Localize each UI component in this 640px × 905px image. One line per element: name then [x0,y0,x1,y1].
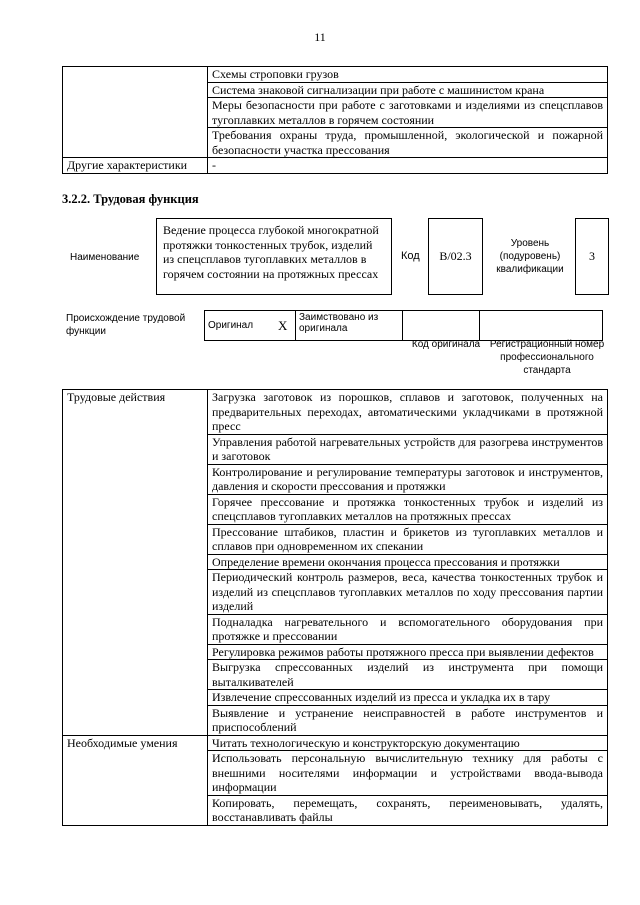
list-item: Горячее прессование и протяжка тонкостенных трубок и изделий из спецсплавов тугоплавких металлов на протяжных прессах [208,494,608,524]
function-name-box: Ведение процесса глубокой многократной протяжки тонкостенных трубок, изделий из спецсплавов тугоплавких металлов в горячем состоянии на протяжных прессах [156,218,392,295]
other-characteristics-label: Другие характеристики [63,158,208,174]
code-value-box: B/02.3 [428,218,483,295]
list-item: Загрузка заготовок из порошков, сплавов и заготовок, полученных на предварительных переходах, автоматическими укладчиками в протяжной пресс [208,390,608,435]
other-characteristics-value: - [208,158,608,174]
list-item: Выявление и устранение неисправностей в работе инструментов и приспособлений [208,705,608,735]
list-item: Контролирование и регулирование температуры заготовок и инструментов, давления и скорости прессования и протяжки [208,464,608,494]
list-item: Читать технологическую и конструкторскую документацию [208,735,608,751]
table-row [63,735,608,751]
origin-code-caption: Код оригинала [411,339,481,350]
top-table [62,66,608,174]
code-label: Код [401,250,420,262]
table-row [63,158,608,174]
list-item: Подналадка нагревательного и вспомогательного оборудования при протяжке и прессовании [208,614,608,644]
original-mark: X [275,311,296,341]
list-item: Использовать персональную вычислительную технику для работы с внешними носителями информации и устройствами ввода-вывода информации [208,751,608,796]
origin-code-cell [403,311,480,341]
main-table [62,389,608,826]
origin-label: Происхождение трудовой функции [66,313,186,337]
table-cell: Меры безопасности при работе с заготовками и изделиями из спецсплавов тугоплавких металлов в горячем состоянии [208,98,608,128]
table-row [205,311,603,341]
name-label: Наименование [70,252,140,263]
skills-label: Необходимые умения [63,735,208,825]
labor-actions-label: Трудовые действия [63,390,208,736]
list-item: Извлечение спрессованных изделий из пресса и укладка их в тару [208,690,608,706]
list-item: Определение времени окончания процесса прессования и протяжки [208,554,608,570]
table-cell: Схемы строповки грузов [208,67,608,83]
empty-label-cell [63,67,208,158]
reg-number-caption: Регистрационный номер профессионального стандарта [489,339,605,376]
original-label: Оригинал [205,311,276,341]
table-cell: Система знаковой сигнализации при работе с машинистом крана [208,82,608,98]
list-item: Выгрузка спрессованных изделий из инструмента при помощи выталкивателей [208,660,608,690]
list-item: Копировать, перемещать, сохранять, переименовывать, удалять, восстанавливать файлы [208,795,608,825]
list-item: Управления работой нагревательных устройств для разогрева инструментов и заготовок [208,434,608,464]
borrowed-label: Заимствовано из оригинала [296,311,403,341]
origin-reg-cell [480,311,603,341]
list-item: Регулировка режимов работы протяжного пресса при выявлении дефектов [208,644,608,660]
list-item: Периодический контроль размеров, веса, качества тонкостенных трубок и изделий из спецсплавов тугоплавких металлов по ходу прессования партии изделий [208,570,608,615]
table-row [63,67,608,83]
origin-table [204,310,603,341]
list-item: Прессование штабиков, пластин и брикетов из тугоплавких металлов и сплавов при одновременном их спекании [208,524,608,554]
level-value-box: 3 [575,218,609,295]
page-number: 11 [314,30,326,44]
table-cell: Требования охраны труда, промышленной, экологической и пожарной безопасности участка прессования [208,128,608,158]
level-label: Уровень (подуровень) квалификации [496,238,564,275]
section-title: 3.2.2. Трудовая функция [62,192,199,206]
table-row [63,390,608,435]
